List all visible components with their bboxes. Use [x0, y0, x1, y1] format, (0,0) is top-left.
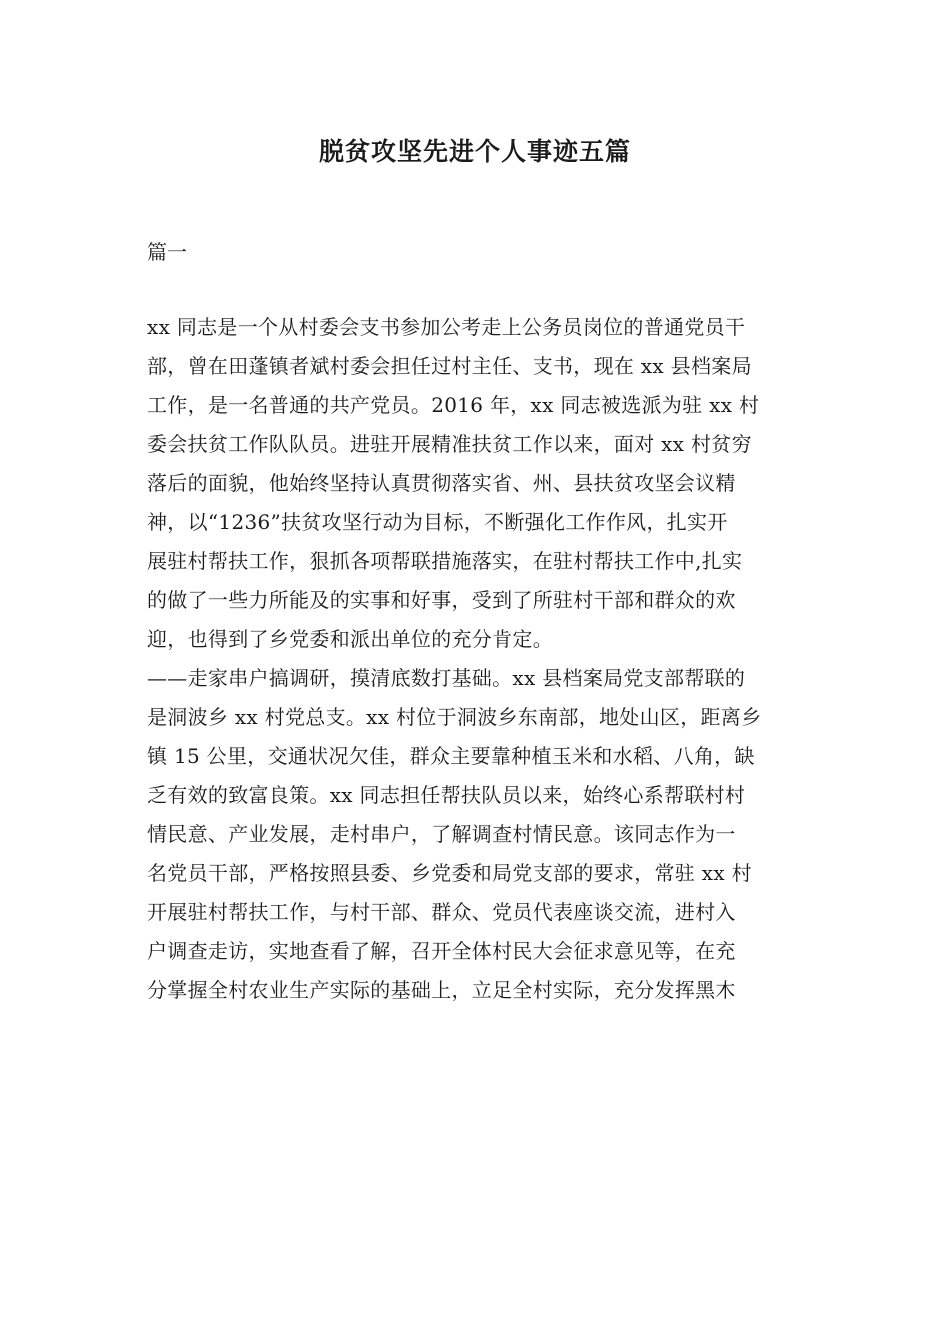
- body-line: 户调查走访，实地查看了解，召开全体村民大会征求意见等，在充: [147, 939, 736, 963]
- body-line: 分掌握全村农业生产实际的基础上，立足全村实际，充分发挥黑木: [147, 978, 736, 1002]
- body-line: 是洞波乡 xx 村党总支。xx 村位于洞波乡东南部，地处山区，距离乡: [147, 705, 762, 729]
- body-line: 迎，也得到了乡党委和派出单位的充分肯定。: [147, 627, 553, 651]
- body-line: xx 同志是一个从村委会支书参加公考走上公务员岗位的普通党员干: [147, 315, 746, 339]
- body-line: 神，以“1236”扶贫攻坚行动为目标，不断强化工作作风，扎实开: [147, 510, 728, 534]
- section-heading: 篇一: [147, 240, 187, 264]
- body-line: 乏有效的致富良策。xx 同志担任帮扶队员以来，始终心系帮联村村: [147, 783, 746, 807]
- body-line: 部，曾在田蓬镇者斌村委会担任过村主任、支书，现在 xx 县档案局: [147, 354, 752, 378]
- body-text: [147, 308, 817, 1010]
- body-line: 落后的面貌，他始终坚持认真贯彻落实省、州、县扶贫攻坚会议精: [147, 471, 736, 495]
- body-line: 的做了一些力所能及的实事和好事，受到了所驻村干部和群众的欢: [147, 588, 736, 612]
- body-line: 开展驻村帮扶工作，与村干部、群众、党员代表座谈交流，进村入: [147, 900, 736, 924]
- body-line: 委会扶贫工作队队员。进驻开展精准扶贫工作以来，面对 xx 村贫穷: [147, 432, 752, 456]
- body-line: 情民意、产业发展，走村串户，了解调查村情民意。该同志作为一: [147, 822, 736, 846]
- body-line: 镇 15 公里，交通状况欠佳，群众主要靠种植玉米和水稻、八角，缺: [147, 744, 755, 768]
- body-line: ——走家串户搞调研，摸清底数打基础。xx 县档案局党支部帮联的: [147, 666, 746, 690]
- body-line: 名党员干部，严格按照县委、乡党委和局党支部的要求，常驻 xx 村: [147, 861, 752, 885]
- body-line: 展驻村帮扶工作，狠抓各项帮联措施落实，在驻村帮扶工作中,扎实: [147, 549, 743, 573]
- document-title: 脱贫攻坚先进个人事迹五篇: [318, 137, 631, 166]
- body-line: 工作，是一名普通的共产党员。2016 年，xx 同志被选派为驻 xx 村: [147, 393, 760, 417]
